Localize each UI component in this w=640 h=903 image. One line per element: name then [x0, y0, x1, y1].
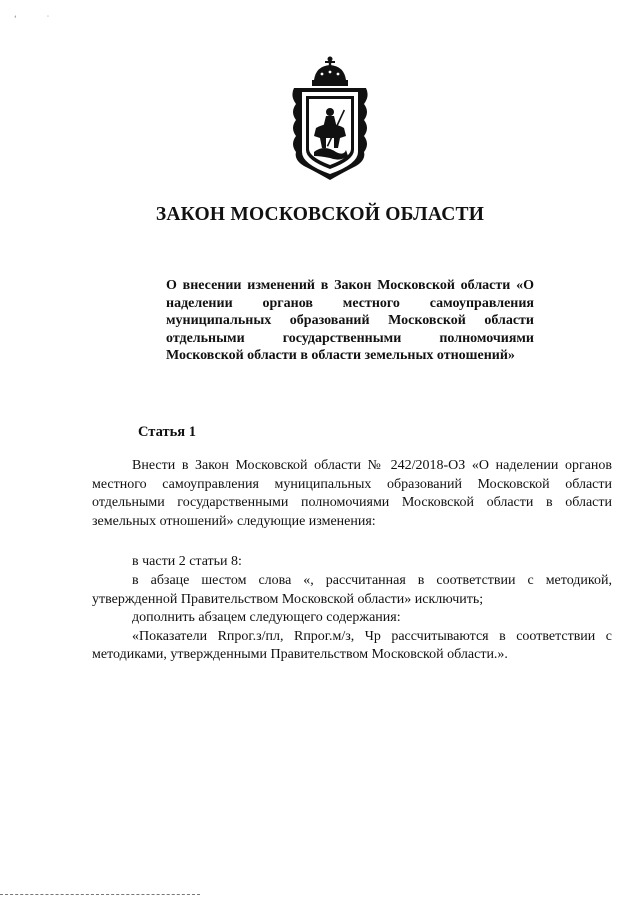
- paragraph-exclude: в абзаце шестом слова «, рассчитанная в соответствии с методикой, утвержденной Правительством Московской области» исключить;: [92, 572, 612, 607]
- paragraph-quote: «Показатели Rпрог.з/пл, Rпрог.м/з, Чр рассчитываются в соответствии с методиками, утвержденными Правительством Московской области.».: [92, 628, 612, 663]
- paragraph-intro: Внести в Закон Московской области № 242/2018-ОЗ «О наделении органов местного самоуправления муниципальных образований Московской области отдельными государственными полномочиями Московской области в области земельных отношений» следующие изменения:: [92, 458, 612, 529]
- paragraph-part: в части 2 статьи 8:: [132, 554, 242, 570]
- moscow-oblast-coat-of-arms-icon: [280, 56, 380, 184]
- article-body: [92, 457, 612, 665]
- paragraph-add: дополнить абзацем следующего содержания:: [132, 610, 401, 626]
- footer-divider: [0, 894, 200, 895]
- article-heading: Статья 1: [138, 424, 196, 440]
- law-title: ЗАКОН МОСКОВСКОЙ ОБЛАСТИ: [155, 204, 485, 225]
- scan-marks: ‘ ˙: [14, 14, 64, 23]
- law-subject: О внесении изменений в Закон Московской области «О наделении органов местного самоуправления муниципальных образований Московской области отдельными государственными полномочиями Московской области в области земельных отношений»: [166, 278, 534, 364]
